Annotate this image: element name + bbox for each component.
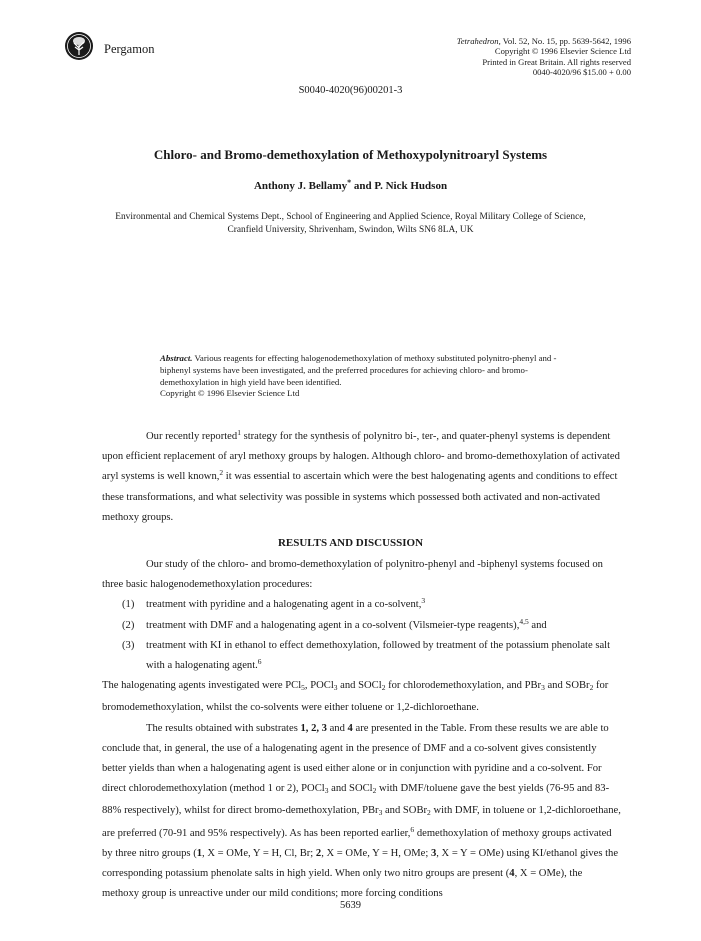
- elsevier-tree-logo-icon: [64, 31, 94, 61]
- list-item: (1) treatment with pyridine and a halogenating agent in a co-solvent,$^3$: [122, 596, 426, 611]
- author-affiliation: [0, 211, 701, 237]
- author-list: [0, 180, 701, 192]
- affiliation-line: Environmental and Chemical Systems Dept., School of Engineering and Applied Science, Royal Military College of Science,: [115, 212, 586, 222]
- abstract: [160, 353, 580, 400]
- compound-number: 4: [509, 868, 515, 880]
- abstract-text: Various reagents for effecting halogenodemethoxylation of methoxy substituted polynitro-phenyl and -biphenyl systems have been investigated, and the preferred procedures for achieving chloro- and bromo-demethoxylation in high yield have been identified.: [160, 353, 557, 387]
- reference-marker: 6: [257, 657, 262, 667]
- procedure-list: [102, 595, 622, 676]
- reference-marker: 3: [421, 596, 426, 606]
- compound-number: 4: [347, 722, 353, 734]
- author-separator: and: [351, 180, 375, 192]
- publisher-name: Pergamon: [104, 42, 155, 56]
- copyright-line: Copyright © 1996 Elsevier Science Ltd: [494, 46, 631, 57]
- journal-details: Vol. 52, No. 15, pp. 5639-5642, 1996: [500, 36, 631, 46]
- results-section: [102, 555, 622, 904]
- compound-number: 1: [196, 847, 203, 859]
- section-heading: RESULTS AND DISCUSSION: [277, 537, 424, 549]
- paragraph: Our study of the chloro- and bromo-demethoxylation of polynitro-phenyl and -biphenyl systems focused on three basic halogenodemethoxylation procedures:: [102, 559, 603, 591]
- abstract-body: [160, 353, 580, 388]
- page-number: 5639: [340, 900, 361, 911]
- journal-name: Tetrahedron,: [456, 36, 501, 46]
- journal-citation: [457, 36, 631, 46]
- printed-line: Printed in Great Britain. All rights reserved: [482, 56, 631, 67]
- list-item: (2) treatment with DMF and a halogenating agent in a co-solvent (Vilsmeier-type reagents),$^{4,5}$ and: [122, 616, 547, 631]
- abstract-label: Abstract.: [160, 353, 193, 363]
- list-item: (3) treatment with KI in ethanol to effect demethoxylation, followed by treatment of the potassium phenolate salt with a halogenating agent.$^6$: [122, 639, 611, 672]
- compound-numbers: 1, 2, 3: [300, 722, 327, 734]
- reference-marker: 6: [410, 824, 415, 834]
- compound-number: 3: [430, 847, 437, 859]
- introduction: [102, 427, 622, 528]
- reference-marker: 4,5: [519, 616, 529, 626]
- article-title: Chloro- and Bromo-demethoxylation of Methoxypolynitroaryl Systems: [153, 147, 548, 162]
- paragraph: Our recently reported$^1$ strategy for the synthesis of polynitro bi-, ter-, and quater-phenyl systems is dependent upon efficient replacement of aryl methoxy groups by halogen. Although chloro- and bromo-demethoxylation of activated aryl systems is well known,$^2$ it was essential to ascertain which were the best halogenating agents and conditions to effect these transformations, and what selectivity was possible in systems which possessed both activated and non-activated methoxy groups.: [102, 428, 620, 523]
- reference-marker: 2: [219, 468, 224, 478]
- author-name: P. Nick Hudson: [374, 180, 448, 192]
- price-line: 0040-4020/96 $15.00 + 0.00: [532, 67, 631, 78]
- paragraph: The results obtained with substrates 1, 2, 3 and 4 are presented in the Table. From these results we are able to conclude that, in general, the use of a halogenating agent in the presence of DMF and a co-solvent gives consistently better yields than when a halogenating agent is used either alone or in conjunction with pyridine and a co-solvent. For direct chlorodemethoxylation (method 1 or 2), POCl$_3$ and SOCl$_2$ with DMF/toluene gave the best yields (76-95 and 83-88% respectively), whilst for direct bromo-demethoxylation, PBr$_3$ and SOBr$_2$ with DMF, in toluene or 1,2-dichloroethane, are preferred (70-91 and 95% respectively). As has been reported earlier,$^6$ demethoxylation of methoxy groups activated by three nitro groups (1, X = OMe, Y = H, Cl, Br; 2, X = OMe, Y = H, OMe; 3, X = Y = OMe) using KI/ethanol gives the corresponding potassium phenolate salts in high yield. When only two nitro groups are present (4, X = OMe), the methoxy group is unreactive under our mild conditions; more forcing conditions: [102, 722, 621, 900]
- compound-number: 2: [315, 847, 322, 859]
- article-doi: S0040-4020(96)00201-3: [298, 85, 403, 96]
- journal-info-block: [457, 36, 631, 78]
- author-name: Anthony J. Bellamy: [253, 180, 348, 192]
- paragraph: The halogenating agents investigated were PCl$_5$, POCl$_3$ and SOCl$_2$ for chlorodemethoxylation, and PBr$_3$ and SOBr$_2$ for bromodemethoxylation, whilst the co-solvents were either toluene or 1,2-dichloroethane.: [102, 680, 609, 714]
- corresponding-author-mark: *: [347, 178, 352, 187]
- reference-marker: 1: [237, 428, 241, 437]
- affiliation-line: Cranfield University, Shrivenham, Swindon, Wilts SN6 8LA, UK: [227, 225, 474, 235]
- abstract-copyright: Copyright © 1996 Elsevier Science Ltd: [160, 388, 300, 399]
